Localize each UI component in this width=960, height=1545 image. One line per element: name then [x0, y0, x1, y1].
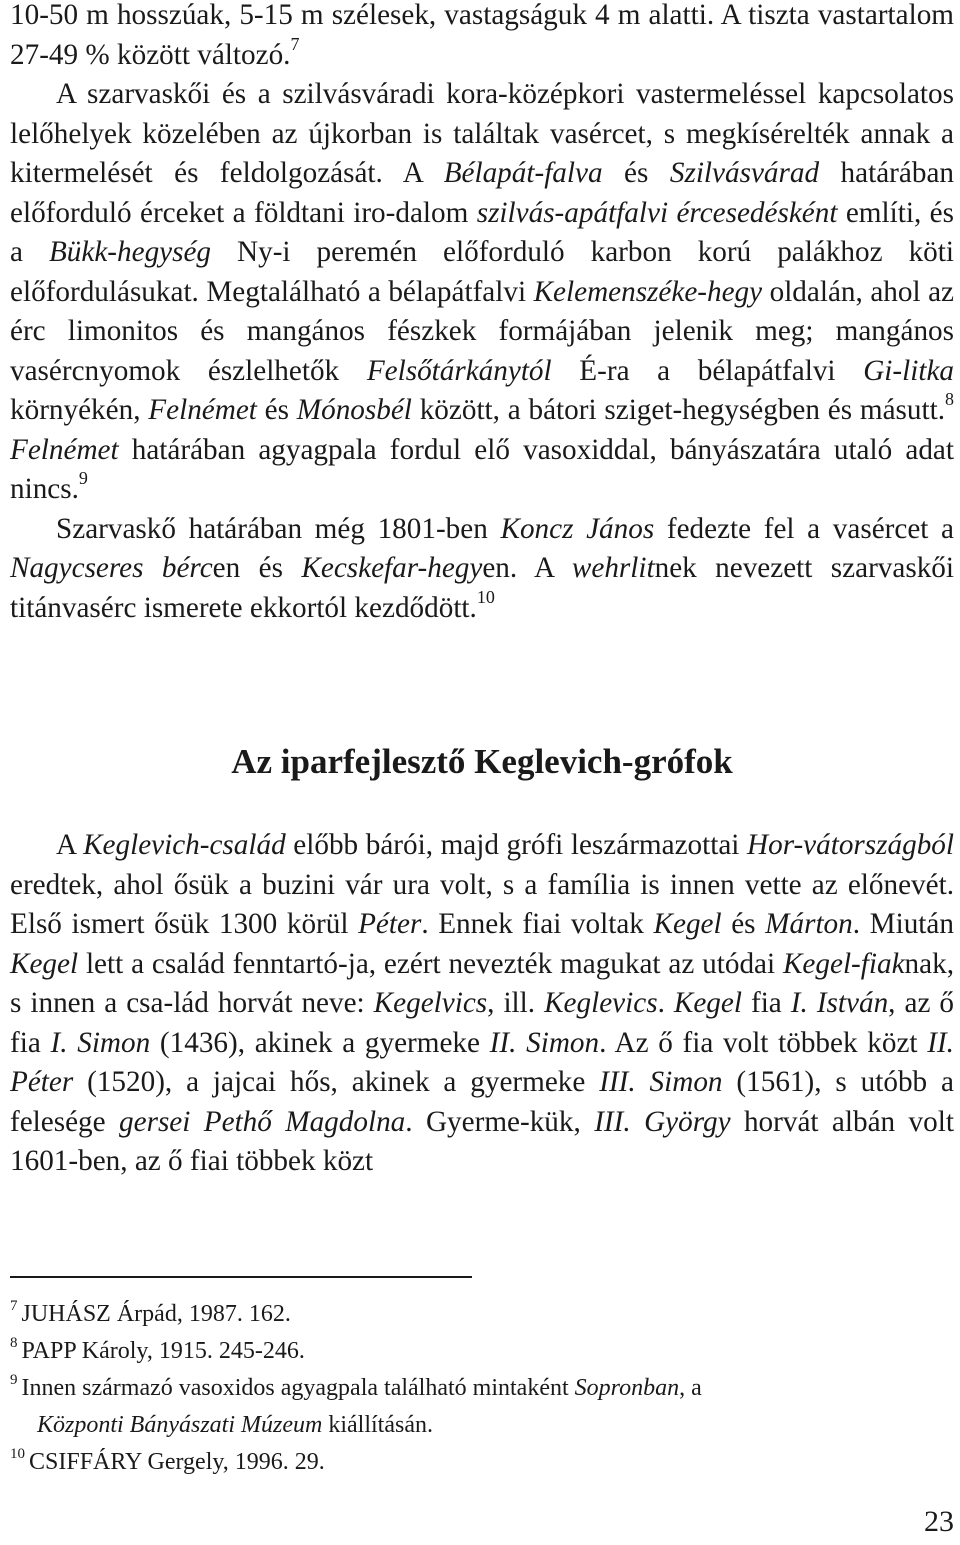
- text-run: határában agyagpala fordul elő vasoxiddal, bányászatára utaló adat nincs.: [10, 433, 954, 505]
- italic-person-name: I. Simon: [50, 1026, 151, 1059]
- italic-person-name: III. György: [594, 1105, 731, 1138]
- text-run: említi, és a: [10, 196, 954, 268]
- footnote-number: 9: [10, 1372, 18, 1388]
- italic-place-name: Gi-litka: [863, 354, 954, 387]
- text-run: , az ő fia: [10, 987, 955, 1059]
- text-run: 10-50 m hosszúak, 5-15 m szélesek, vastagságuk 4 m alatti. A tiszta vastartalom 27-49 % között változó.: [10, 0, 954, 71]
- text-run: Szarvaskő határában még 1801-ben: [56, 512, 501, 545]
- italic-term: szilvás-apátfalvi ércesedésként: [476, 196, 838, 229]
- italic-person-name: Kegel: [10, 947, 79, 980]
- text-run: eredtek, ahol ősük a buzini vár ura volt, s a família is innen vette az előnevét. Első ismert ősük 1300 körül: [10, 868, 954, 940]
- text-run: .: [657, 987, 674, 1019]
- text-run: fedezte fel a vasércet a: [654, 512, 954, 545]
- paragraph-iron-ore: [10, 0, 954, 628]
- italic-place-name: Felnémet: [10, 433, 119, 466]
- text-run: horvát albán volt 1601-ben, az ő fiai többek közt: [10, 1105, 954, 1177]
- italic-place-name: Szilvásvárad: [669, 157, 820, 189]
- italic-name: Kegel-fiak: [782, 947, 905, 980]
- footnote-ref: 8: [945, 389, 954, 409]
- italic-name: Keglevich-család: [83, 829, 286, 861]
- footnote-continuation: [10, 1407, 954, 1444]
- text-run: fia: [741, 987, 791, 1019]
- italic-person-name: gersei Pethő Magdolna: [119, 1105, 406, 1138]
- paragraph-keglevich: [10, 826, 954, 1182]
- text-run: (1561), s utóbb a felesége: [10, 1066, 954, 1138]
- footnotes: [10, 1296, 954, 1481]
- text-run: , ill.: [487, 987, 545, 1019]
- text-run: . Az ő fia volt többek közt: [599, 1026, 928, 1059]
- text-run: Ny-i peremén előforduló karbon korú palákhoz köti előfordulásukat. Megtalálható a bélapátfalvi: [10, 236, 954, 308]
- page-number: 23: [924, 1505, 954, 1538]
- text-run: előbb bárói, majd grófi leszármazottai: [285, 829, 748, 861]
- italic-institution-name: Központi Bányászati Múzeum: [37, 1412, 323, 1438]
- italic-person-name: II. Péter: [10, 1026, 954, 1098]
- footnote-number: 8: [10, 1335, 18, 1351]
- text-run: és: [602, 157, 670, 189]
- text-run: nek nevezett szarvaskői titánvasérc ismerete ekkortól kezdődött.: [10, 552, 954, 624]
- text-run: környékén,: [10, 394, 149, 426]
- footnote-ref: 10: [476, 586, 495, 607]
- italic-person-name: Péter: [358, 908, 422, 940]
- text-run: en és: [212, 552, 302, 584]
- italic-person-name: Kegel: [673, 987, 742, 1019]
- text-run: . Ennek fiai voltak: [421, 908, 654, 940]
- text-run: és: [721, 908, 766, 940]
- italic-name: Kegelvics: [373, 987, 488, 1019]
- italic-person-name: Márton: [765, 908, 853, 940]
- footnote-10: [10, 1444, 954, 1481]
- italic-place-name: Felnémet: [148, 394, 257, 426]
- text-run: oldalán, ahol az érc limonitos és mangános fészkek formájában jelenik meg; mangános vasércnyomok észlelhetők: [10, 275, 954, 387]
- footnote-number: 10: [10, 1446, 25, 1462]
- italic-place-name: Kelemenszéke-hegy: [533, 275, 763, 308]
- text-run: (1436), akinek a gyermeke: [150, 1026, 490, 1059]
- italic-person-name: I. István: [790, 987, 889, 1019]
- italic-person-name: Kegel: [653, 908, 722, 940]
- text-run: en. A: [482, 552, 572, 584]
- italic-place-name: Bükk-hegység: [48, 236, 212, 268]
- text-run: . Gyerme-kük,: [405, 1105, 595, 1138]
- italic-person-name: III. Simon: [599, 1066, 723, 1098]
- italic-person-name: Koncz János: [500, 512, 655, 545]
- italic-place-name: Kecskefar-hegy: [301, 552, 483, 584]
- footnote-text: CSIFFÁRY Gergely, 1996. 29.: [29, 1449, 325, 1475]
- text-run: között, a bátori sziget-hegységben és másutt.: [411, 394, 945, 426]
- italic-term: wehrlit: [571, 552, 655, 584]
- italic-place-name: Sopronban: [574, 1375, 680, 1401]
- text-run: és: [256, 394, 297, 426]
- italic-place-name: Felsőtárkánytól: [366, 354, 552, 387]
- text-run: A: [56, 829, 84, 861]
- footnote-ref: 9: [78, 468, 88, 488]
- text-run: nak, s innen a csa-lád horvát neve:: [10, 947, 954, 1019]
- footnote-text: kiállításán.: [322, 1412, 433, 1438]
- footnote-number: 7: [10, 1298, 18, 1314]
- footnote-text: JUHÁSZ Árpád, 1987. 162.: [21, 1301, 291, 1327]
- italic-place-name: Hor-vátországból: [747, 829, 954, 861]
- footnote-text: , a: [679, 1375, 702, 1401]
- text-run: A szarvaskői és a szilvásváradi kora-középkori vastermeléssel kapcsolatos lelőhelyek közelében az újkorban is találtak vasércet, s megkísérelték annak a kitermelését és feldolgozását. A: [10, 78, 954, 189]
- italic-person-name: II. Simon: [489, 1026, 600, 1059]
- italic-name: Keglevics: [544, 987, 658, 1019]
- text-run: . Miután: [852, 908, 954, 940]
- text-run: lett a család fenntartó-ja, ezért nevezték magukat az utódai: [78, 947, 783, 980]
- italic-place-name: Bélapát-falva: [443, 157, 603, 189]
- text-run: határában előforduló érceket a földtani iro-dalom: [10, 157, 954, 229]
- footnote-8: [10, 1333, 954, 1370]
- text-run: (1520), a jajcai hős, akinek a gyermeke: [73, 1066, 600, 1098]
- italic-place-name: Nagycseres bérc: [10, 552, 213, 584]
- italic-place-name: Mónosbél: [296, 394, 412, 426]
- footnote-text: Innen származó vasoxidos agyagpala található mintaként: [21, 1375, 575, 1401]
- footnote-divider: [10, 1276, 472, 1278]
- footnote-9: [10, 1370, 954, 1444]
- footnote-text: PAPP Károly, 1915. 245-246.: [21, 1338, 305, 1364]
- footnote-ref: 7: [290, 33, 300, 54]
- section-heading: Az iparfejlesztő Keglevich-grófok: [231, 742, 733, 781]
- text-run: É-ra a bélapátfalvi: [551, 354, 864, 387]
- footnote-7: [10, 1296, 954, 1333]
